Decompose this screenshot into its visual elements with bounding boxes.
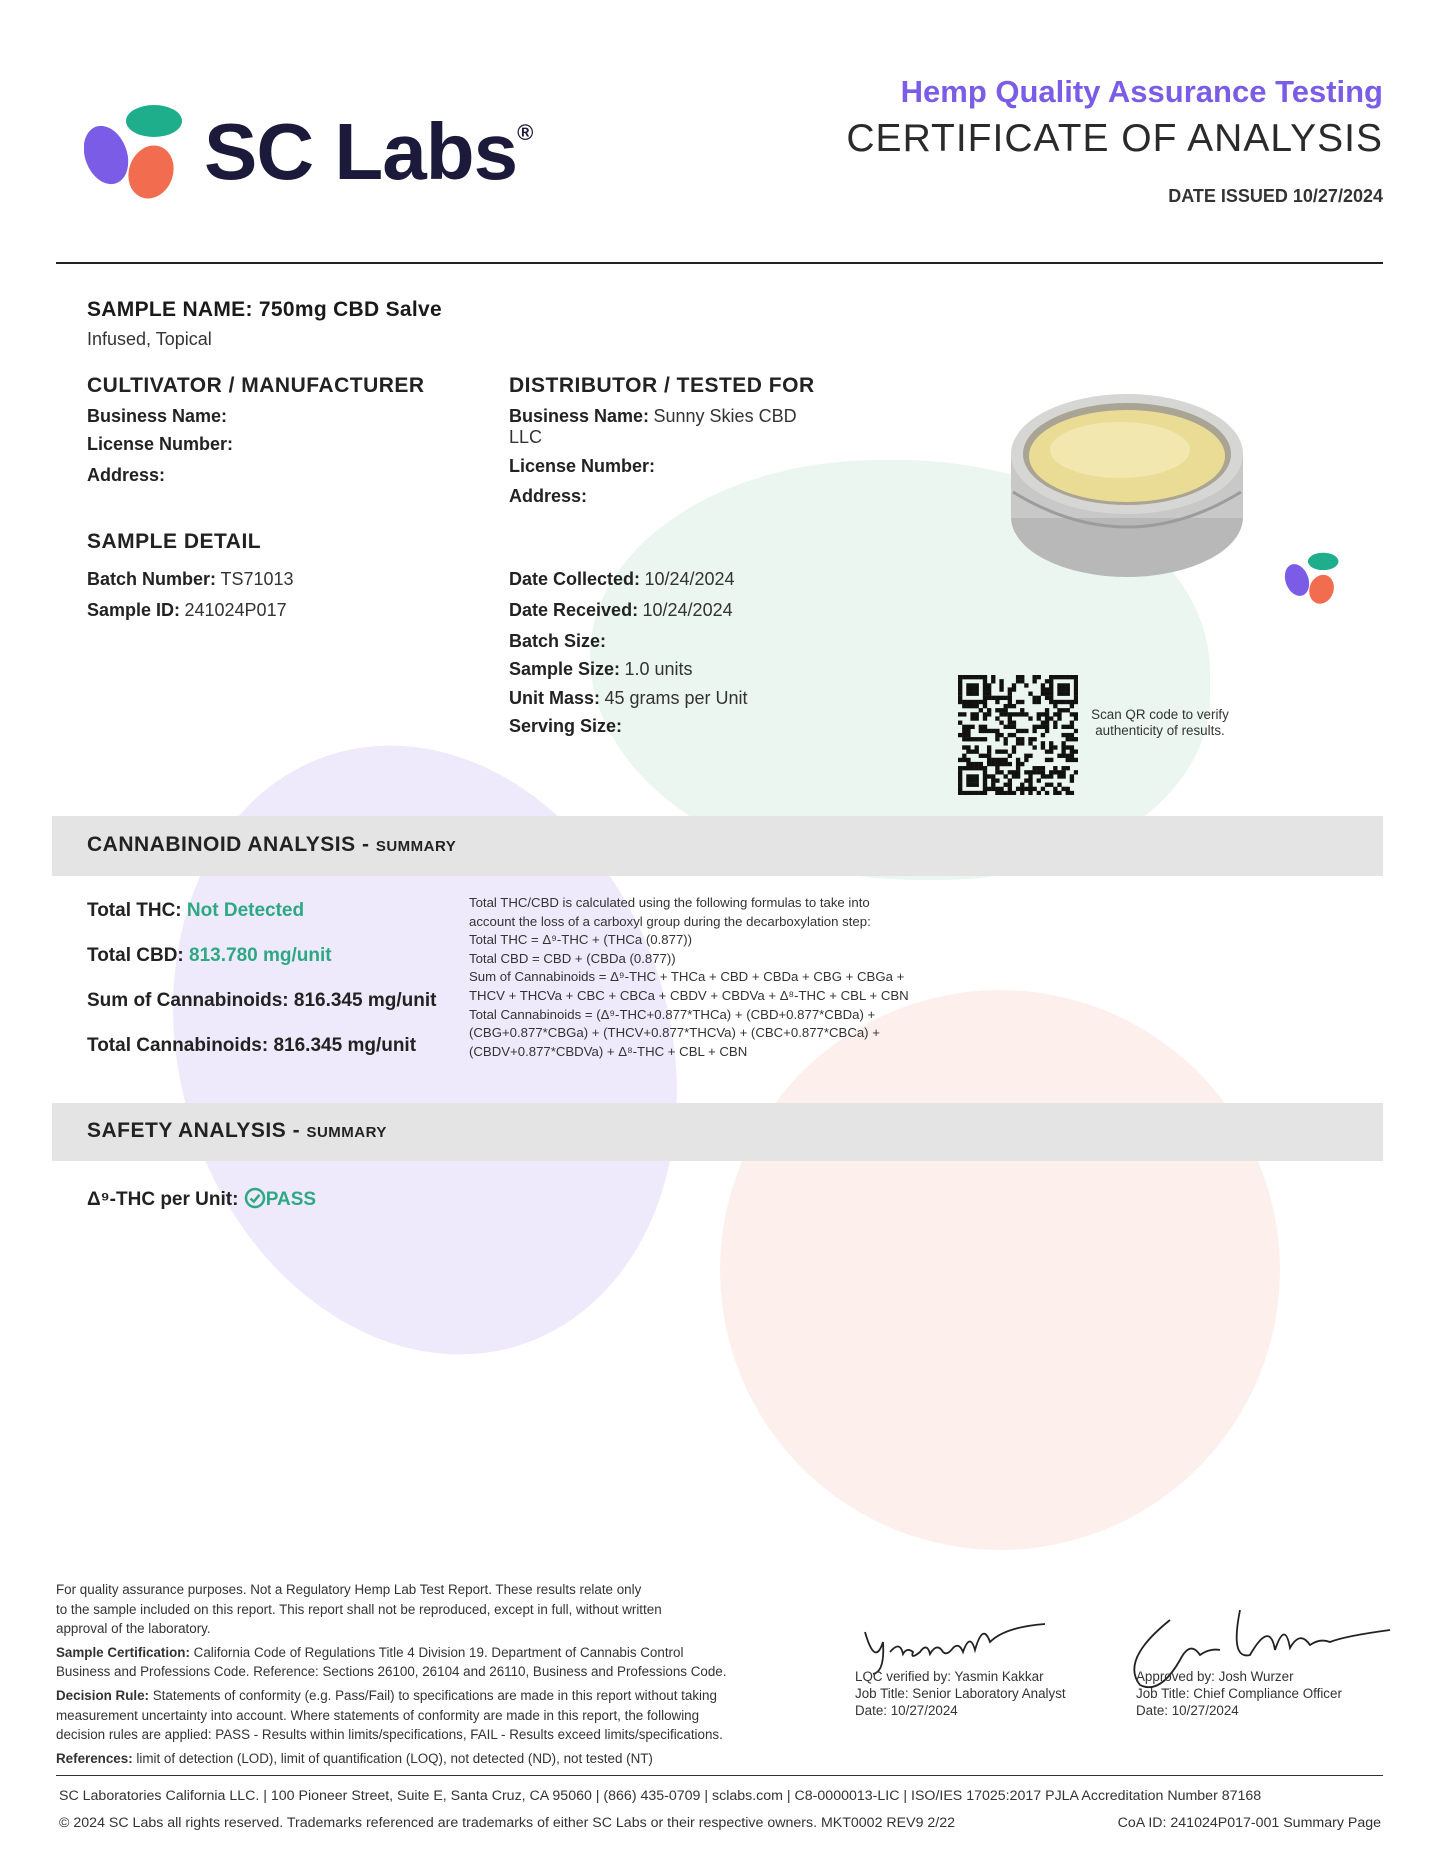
cert-label: Sample Certification: (56, 1644, 190, 1660)
disclaimer-line: approval of the laboratory. (56, 1621, 211, 1637)
unit-mass (509, 688, 748, 709)
signature-right (1136, 1668, 1342, 1719)
cannabinoid-title (87, 833, 456, 857)
header-divider (56, 262, 1383, 264)
cannabinoid-title-text: CANNABINOID ANALYSIS - (87, 833, 370, 856)
distributor-address-label: Address: (509, 486, 588, 506)
sample-name (87, 298, 442, 322)
lab-address-line: SC Laboratories California LLC. | 100 Pioneer Street, Suite E, Santa Cruz, CA 95060 | (866) 435-0709 | sclabs.com | C8-0000013-LIC | ISO/IES 17025:2017 PJLA Accreditation Number 87168 (59, 1788, 1262, 1804)
sample-name-value: 750mg CBD Salve (258, 298, 442, 321)
verified-by: LQC verified by: Yasmin Kakkar (855, 1669, 1044, 1684)
cannabinoid-title-small: SUMMARY (375, 838, 457, 855)
batch-number-value: TS71013 (220, 569, 294, 589)
date-received (509, 600, 733, 621)
sum-cannabinoids-label: Sum of Cannabinoids: (87, 990, 289, 1011)
total-thc (87, 900, 304, 922)
total-cannabinoids-label: Total Cannabinoids: (87, 1035, 269, 1056)
date-received-value: 10/24/2024 (642, 600, 733, 620)
cultivator-heading: CULTIVATOR / MANUFACTURER (87, 374, 425, 397)
total-thc-value: Not Detected (186, 900, 305, 921)
cultivator-address-label: Address: (87, 465, 166, 485)
refs-label: References: (56, 1750, 133, 1766)
formula-line: Total CBD = CBD + (CBDa (0.877)) (469, 950, 676, 966)
approved-by: Approved by: Josh Wurzer (1136, 1669, 1294, 1684)
formula-line: Sum of Cannabinoids = Δ⁹-THC + THCa + CBD + CBDa + CBG + CBGa + (469, 969, 905, 985)
unit-mass-label: Unit Mass: (509, 688, 601, 708)
date-received-label: Date Received: (509, 600, 639, 620)
copyright-line: © 2024 SC Labs all rights reserved. Trademarks referenced are trademarks of either SC Labs or their respective owners. MKT0002 REV9 2/22 (59, 1815, 956, 1831)
sample-id-value: 241024P017 (184, 600, 287, 620)
batch-size-label: Batch Size: (509, 631, 607, 651)
salve-tin-icon (1005, 392, 1255, 592)
cultivator-business-label: Business Name: (87, 406, 228, 426)
distributor-license-label: License Number: (509, 456, 656, 476)
distributor-business-value: Sunny Skies CBD (653, 406, 797, 426)
header-title: CERTIFICATE OF ANALYSIS (846, 117, 1383, 160)
batch-number-label: Batch Number: (87, 569, 217, 589)
right-job-title: Job Title: Chief Compliance Officer (1136, 1686, 1342, 1701)
date-collected (509, 569, 735, 590)
decision-line: Statements of conformity (e.g. Pass/Fail) to specifications are made in this report without taking (152, 1687, 717, 1703)
left-date: Date: 10/27/2024 (855, 1703, 958, 1718)
decision-line: decision rules are applied: PASS - Results within limits/specifications, FAIL - Results exceed limits/specifications. (56, 1727, 723, 1743)
qr-caption-line-1: Scan QR code to verify (1091, 707, 1229, 722)
unit-mass-value: 45 grams per Unit (604, 688, 748, 708)
logo-watermark-icon (1280, 550, 1350, 610)
formula-line: (CBG+0.877*CBGa) + (THCV+0.877*THCVa) + (CBC+0.877*CBCa) + (469, 1025, 880, 1041)
formula-line: Total THC = Δ⁹-THC + (THCa (0.877)) (469, 932, 693, 948)
thc-pass-badge: PASS (265, 1189, 317, 1210)
total-cbd (87, 945, 332, 967)
cultivator-license-label: License Number: (87, 434, 234, 454)
qr-caption (1090, 707, 1230, 739)
thc-per-unit-label: Δ⁹-THC per Unit: (87, 1189, 239, 1210)
signature-left (855, 1668, 1066, 1719)
formula-line: Total THC/CBD is calculated using the following formulas to take into (469, 895, 870, 910)
thc-per-unit (87, 1187, 316, 1211)
registered-mark: ® (517, 120, 533, 145)
distributor-business (509, 406, 797, 427)
batch-number (87, 569, 294, 590)
distributor-business-label: Business Name: (509, 406, 650, 426)
total-cannabinoids-value: 816.345 mg/unit (273, 1035, 417, 1056)
sample-detail-heading: SAMPLE DETAIL (87, 530, 262, 553)
safety-title-small: SUMMARY (306, 1124, 387, 1141)
sc-labs-logo (84, 100, 534, 210)
footer-divider (56, 1775, 1383, 1776)
formula-block (469, 894, 969, 1061)
sample-type: Infused, Topical (87, 329, 212, 349)
sample-size-value: 1.0 units (624, 659, 693, 679)
date-collected-label: Date Collected: (509, 569, 641, 589)
qr-code-icon[interactable] (958, 675, 1078, 795)
footer-disclaimer (56, 1580, 816, 1768)
serving-size-label: Serving Size: (509, 716, 623, 736)
disclaimer-line: to the sample included on this report. This report shall not be reproduced, except in full, without written (56, 1601, 662, 1617)
sample-id-label: Sample ID: (87, 600, 181, 620)
cert-line: California Code of Regulations Title 4 Division 19. Department of Cannabis Control (193, 1644, 684, 1660)
logo-mark-icon (84, 100, 194, 210)
sum-cannabinoids (87, 990, 436, 1012)
total-cbd-label: Total CBD: (87, 945, 184, 966)
date-collected-value: 10/24/2024 (644, 569, 735, 589)
check-circle-icon (244, 1187, 266, 1209)
formula-line: (CBDV+0.877*CBDVa) + Δ⁸-THC + CBL + CBN (469, 1043, 748, 1059)
cert-line: Business and Professions Code. Reference: Sections 26100, 26104 and 26110, Business and Professions Code. (56, 1664, 727, 1680)
distributor-heading: DISTRIBUTOR / TESTED FOR (509, 374, 815, 397)
decision-label: Decision Rule: (56, 1687, 150, 1703)
sample-size (509, 659, 693, 680)
formula-line: account the loss of a carboxyl group during the decarboxylation step: (469, 913, 871, 929)
refs-text: limit of detection (LOD), limit of quantification (LOQ), not detected (ND), not tested (NT) (136, 1750, 653, 1766)
sample-id (87, 600, 287, 621)
formula-line: Total Cannabinoids = (Δ⁹-THC+0.877*THCa) + (CBD+0.877*CBDa) + (469, 1006, 876, 1022)
safety-title-text: SAFETY ANALYSIS - (87, 1119, 301, 1142)
product-image (1005, 392, 1255, 592)
qr-caption-line-2: authenticity of results. (1095, 723, 1225, 738)
left-job-title: Job Title: Senior Laboratory Analyst (855, 1686, 1066, 1701)
sample-size-label: Sample Size: (509, 659, 621, 679)
decision-line: measurement uncertainty into account. Where statements of conformity are made in this report, the following (56, 1707, 700, 1723)
sum-cannabinoids-value: 816.345 mg/unit (293, 990, 437, 1011)
total-cannabinoids (87, 1035, 416, 1057)
date-issued: DATE ISSUED 10/27/2024 (1168, 186, 1383, 206)
sample-name-label: SAMPLE NAME: (87, 298, 253, 321)
distributor-business-value-2: LLC (509, 427, 543, 447)
header-subtitle: Hemp Quality Assurance Testing (900, 74, 1383, 109)
formula-line: THCV + THCVa + CBC + CBCa + CBDV + CBDVa + Δ⁸-THC + CBL + CBN (469, 987, 909, 1003)
safety-title (87, 1119, 387, 1143)
right-date: Date: 10/27/2024 (1136, 1703, 1239, 1718)
brand-name: SC Labs (204, 107, 518, 196)
total-thc-label: Total THC: (87, 900, 182, 921)
disclaimer-line: For quality assurance purposes. Not a Regulatory Hemp Lab Test Report. These results relate only (56, 1582, 642, 1597)
coa-id: CoA ID: 241024P017-001 Summary Page (1117, 1815, 1381, 1831)
total-cbd-value: 813.780 mg/unit (189, 945, 332, 966)
